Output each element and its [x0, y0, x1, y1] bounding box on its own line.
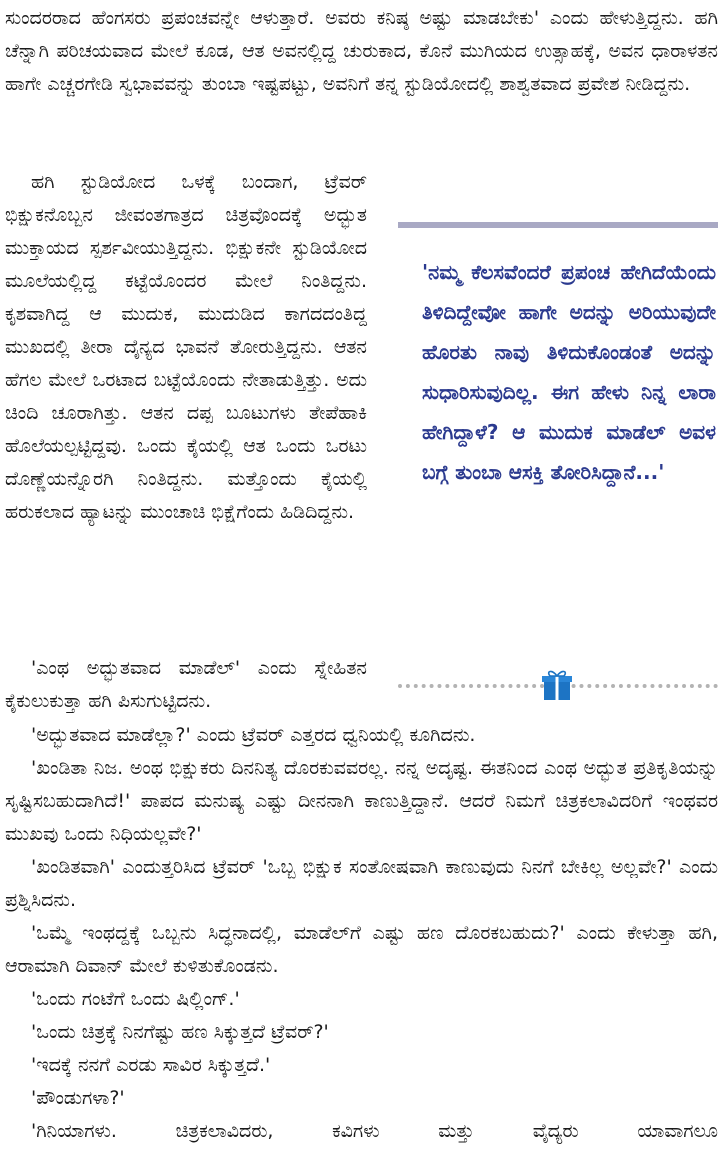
- paragraph-two-thousand: 'ಇದಕ್ಕೆ ನನಗೆ ಎರಡು ಸಾವಿರ ಸಿಕ್ಕುತ್ತದೆ.': [31, 1054, 271, 1076]
- pull-quote: [398, 222, 718, 692]
- paragraph-one-shilling: 'ಒಂದು ಗಂಟೆಗೆ ಒಂದು ಷಿಲ್ಲಿಂಗ್.': [31, 988, 240, 1010]
- pull-quote-top-rule: [398, 222, 718, 228]
- paragraph-beggar-treasure: 'ಖಂಡಿತಾ ನಿಜ. ಅಂಥ ಭಿಕ್ಷುಕರು ದಿನನಿತ್ಯ ದೊರಕುವವರಲ್ಲ. ನನ್ನ ಅದೃಷ್ಟ. ಈತನಿಂದ ಎಂಥ ಅದ್ಭುತ ಪ್ರತಿಕೃತಿಯನ್ನು ಸೃಷ್ಟಿಸಬಹುದಾಗಿದೆ!' ಪಾಪದ ಮನುಷ್ಯ ಎಷ್ಟು ದೀನನಾಗಿ ಕಾಣುತ್ತಿದ್ದಾನೆ. ಆದರೆ ನಿಮಗೆ ಚಿತ್ರಕಲಾವಿದರಿಗೆ ಇಂಥವರ ಮುಖವು ಒಂದು ನಿಧಿಯಲ್ಲವೇ?': [5, 757, 718, 845]
- pull-quote-text: 'ನಮ್ಮ ಕೆಲಸವೆಂದರೆ ಪ್ರಪಂಚ ಹೇಗಿದೆಯೆಂದು ತಿಳಿದಿದ್ದೇವೋ ಹಾಗೇ ಅದನ್ನು ಅರಿಯುವುದೇ ಹೊರತು ನಾವು ತಿಳಿದುಕೊಂಡಂತೆ ಅದನ್ನು ಸುಧಾರಿಸುವುದಿಲ್ಲ. ಈಗ ಹೇಳು ನಿನ್ನ ಲಾರಾ ಹೇಗಿದ್ದಾಳೆ? ಆ ಮುದುಕ ಮಾಡೆಲ್ ಅವಳ ಬಗ್ಗೆ ತುಂಬಾ ಆಸಕ್ತಿ ತೋರಿಸಿದ್ದಾನೆ...': [422, 260, 716, 484]
- paragraph-intro: ಸುಂದರರಾದ ಹೆಂಗಸರು ಪ್ರಪಂಚವನ್ನೇ ಆಳುತ್ತಾರೆ. ಅವರು ಕನಿಷ್ಠ ಅಷ್ಟು ಮಾಡಬೇಕು' ಎಂದು ಹೇಳುತ್ತಿದ್ದನು. ಹಗಿ ಚೆನ್ನಾಗಿ ಪರಿಚಯವಾದ ಮೇಲೆ ಕೂಡ, ಆತ ಅವನಲ್ಲಿದ್ದ ಚುರುಕಾದ, ಕೊನೆ ಮುಗಿಯದ ಉತ್ಸಾಹಕ್ಕೆ, ಅವನ ಧಾರಾಳತನ ಹಾಗೇ ಎಚ್ಚರಗೇಡಿ ಸ್ವಭಾವವನ್ನು ತುಂಬಾ ಇಷ್ಟಪಟ್ಟು, ಅವನಿಗೆ ತನ್ನ ಸ್ಟುಡಿಯೋದಲ್ಲಿ ಶಾಶ್ವತವಾದ ಪ್ರವೇಶ ನೀಡಿದ್ದನು.: [5, 7, 718, 95]
- paragraph-pounds: 'ಪೌಂಡುಗಳಾ?': [31, 1087, 125, 1109]
- paragraph-certainly: 'ಖಂಡಿತವಾಗಿ' ಎಂದುತ್ತರಿಸಿದ ಟ್ರೆವರ್ 'ಒಬ್ಬ ಭಿಕ್ಷುಕ ಸಂತೋಷವಾಗಿ ಕಾಣುವುದು ನಿನಗೆ ಬೇಕಿಲ್ಲ ಅಲ್ಲವೇ?' ಎಂದು ಪ್ರಶ್ನಿಸಿದನು.: [5, 856, 718, 911]
- paragraph-picture-price: 'ಒಂದು ಚಿತ್ರಕ್ಕೆ ನಿನಗೆಷ್ಟು ಹಣ ಸಿಕ್ಕುತ್ತದೆ ಟ್ರೆವರ್?': [31, 1021, 329, 1043]
- paragraph-model-pay: 'ಒಮ್ಮೆ ಇಂಥದ್ದಕ್ಕೆ ಒಬ್ಬನು ಸಿದ್ಧನಾದಲ್ಲಿ, ಮಾಡೆಲ್‌ಗೆ ಎಷ್ಟು ಹಣ ದೊರಕಬಹುದು?' ಎಂದು ಕೇಳುತ್ತಾ ಹಗಿ, ಆರಾಮಾಗಿ ದಿವಾನ್ ಮೇಲೆ ಕುಳಿತುಕೊಂಡನು.: [5, 922, 718, 977]
- paragraph-guineas: 'ಗಿನಿಯಾಗಳು. ಚಿತ್ರಕಲಾವಿದರು, ಕವಿಗಳು ಮತ್ತು ವೈದ್ಯರು ಯಾವಾಗಲೂ: [31, 1120, 718, 1142]
- paragraph-wonderful-model: 'ಎಂಥ ಅದ್ಭುತವಾದ ಮಾಡೆಲ್' ಎಂದು ಸ್ನೇಹಿತನ ಕೈಕುಲುಕುತ್ತಾ ಹಗಿ ಪಿಸುಗುಟ್ಟಿದನು.: [5, 657, 367, 712]
- paragraph-studio-scene: ಹಗಿ ಸ್ಟುಡಿಯೋದ ಒಳಕ್ಕೆ ಬಂದಾಗ, ಟ್ರೆವರ್ ಭಿಕ್ಷುಕನೊಬ್ಬನ ಜೀವಂತಗಾತ್ರದ ಚಿತ್ರವೊಂದಕ್ಕೆ ಅದ್ಭುತ ಮುಕ್ತಾಯದ ಸ್ಪರ್ಶವೀಯುತ್ತಿದ್ದನು. ಭಿಕ್ಷುಕನೇ ಸ್ಟುಡಿಯೋದ ಮೂಲೆಯಲ್ಲಿದ್ದ ಕಟ್ಟೆಯೊಂದರ ಮೇಲೆ ನಿಂತಿದ್ದನು. ಕೃಶವಾಗಿದ್ದ ಆ ಮುದುಕ, ಮುದುಡಿದ ಕಾಗದದಂತಿದ್ದ ಮುಖದಲ್ಲಿ ತೀರಾ ದೈನ್ಯದ ಭಾವನೆ ತೋರುತ್ತಿದ್ದನು. ಆತನ ಹೆಗಲ ಮೇಲೆ ಒರಟಾದ ಬಟ್ಟೆಯೊಂದು ನೇತಾಡುತ್ತಿತ್ತು. ಅದು ಚಿಂದಿ ಚೂರಾಗಿತ್ತು. ಆತನ ದಪ್ಪ ಬೂಟುಗಳು ತೇಪೆಹಾಕಿ ಹೊಲೆಯಲ್ಪಟ್ಟಿದ್ದವು. ಒಂದು ಕೈಯಲ್ಲಿ ಆತ ಒಂದು ಒರಟು ದೊಣ್ಣೆಯನ್ನೊರಗಿ ನಿಂತಿದ್ದನು. ಮತ್ತೊಂದು ಕೈಯಲ್ಲಿ ಹರುಕಲಾದ ಹ್ಯಾಟನ್ನು ಮುಂಚಾಚಿ ಭಿಕ್ಷೆಗೆಂದು ಹಿಡಿದಿದ್ದನು.: [5, 171, 367, 523]
- paragraph-trevor-shout: 'ಅದ್ಭುತವಾದ ಮಾಡೆಲ್ಲಾ?' ಎಂದು ಟ್ರೆವರ್ ಎತ್ತರದ ಧ್ವನಿಯಲ್ಲಿ ಕೂಗಿದನು.: [31, 724, 476, 746]
- gift-icon: [540, 668, 574, 702]
